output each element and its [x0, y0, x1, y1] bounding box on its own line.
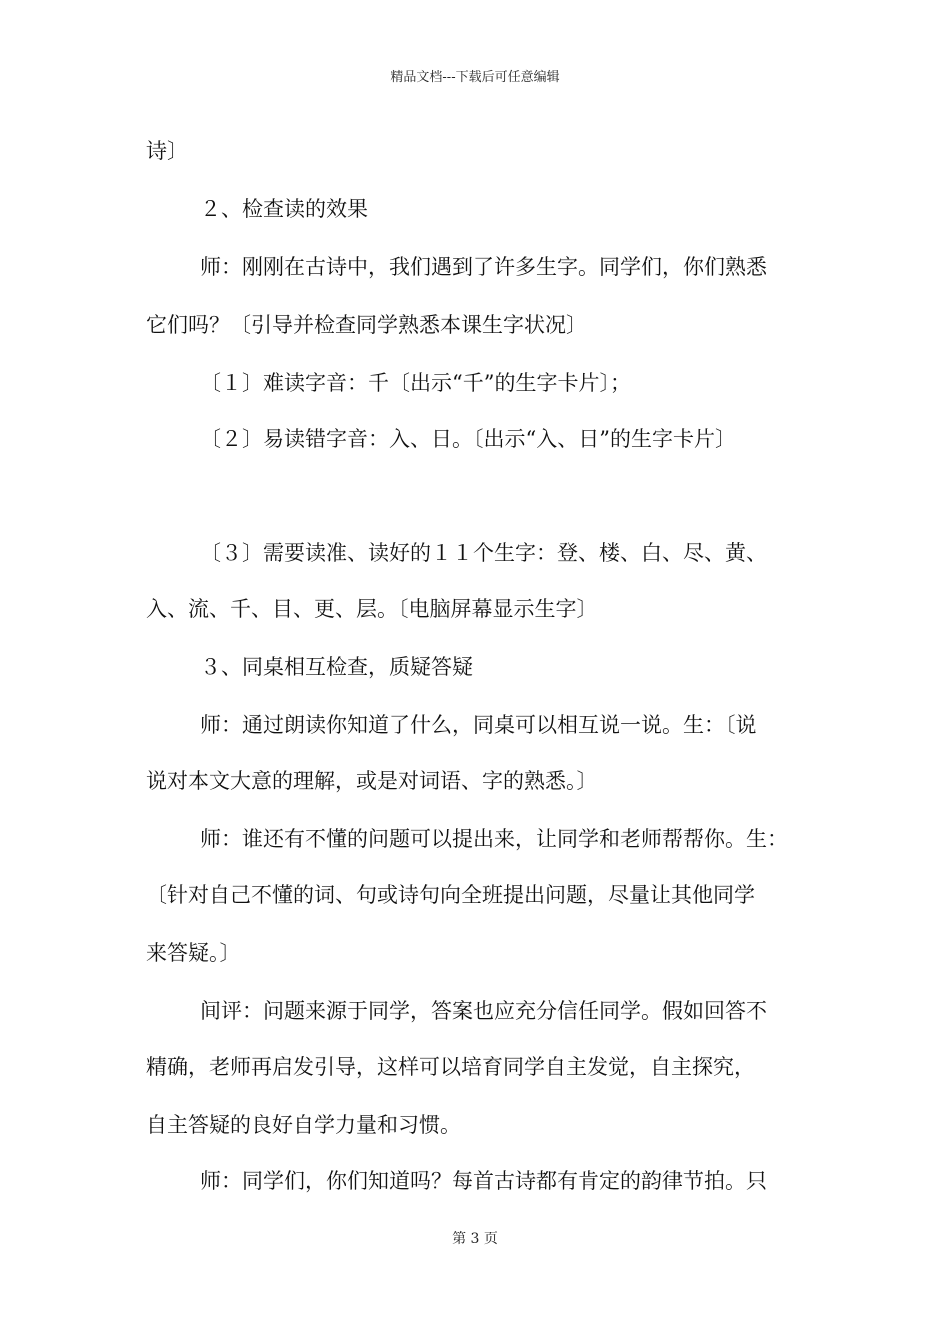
text-line: 它们吗？〔引导并检查同学熟悉本课生字状况〕	[146, 313, 587, 337]
text-line: 诗〕	[146, 139, 188, 163]
text-line: 〔３〕需要读准、读好的１１个生字：登、楼、白、尽、黄、	[200, 541, 767, 565]
section-heading: ３、同桌相互检查，质疑答疑	[200, 655, 473, 679]
text-line: 师：谁还有不懂的问题可以提出来，让同学和老师帮帮你。生：	[200, 827, 788, 851]
text-line: 间评：问题来源于同学，答案也应充分信任同学。假如回答不	[200, 999, 767, 1023]
text-line: 〔针对自己不懂的词、句或诗句向全班提出问题，尽量让其他同学	[146, 883, 755, 907]
text-line: 入、流、千、目、更、层。〔电脑屏幕显示生字〕	[146, 597, 598, 621]
text-line: 〔１〕难读字音：千〔出示“千”的生字卡片〕；	[200, 371, 631, 395]
page-footer: 第 3 页	[452, 1231, 498, 1247]
section-heading: ２、检查读的效果	[200, 197, 368, 221]
text-line: 师：通过朗读你知道了什么，同桌可以相互说一说。生：〔说	[200, 713, 757, 737]
text-line: 说对本文大意的理解，或是对词语、字的熟悉。〕	[146, 769, 598, 793]
text-line: 精确，老师再启发引导，这样可以培育同学自主发觉，自主探究，	[146, 1055, 755, 1079]
text-line: 〔２〕易读错字音：入、日。〔出示“入、日”的生字卡片〕	[200, 427, 736, 451]
text-line: 自主答疑的良好自学力量和习惯。	[146, 1113, 461, 1137]
text-line: 师：刚刚在古诗中，我们遇到了许多生字。同学们，你们熟悉	[200, 255, 767, 279]
text-line: 来答疑。〕	[146, 941, 241, 965]
page-header: 精品文档---下载后可任意编辑	[390, 70, 560, 85]
text-line: 师：同学们，你们知道吗？每首古诗都有肯定的韵律节拍。只	[200, 1169, 767, 1193]
